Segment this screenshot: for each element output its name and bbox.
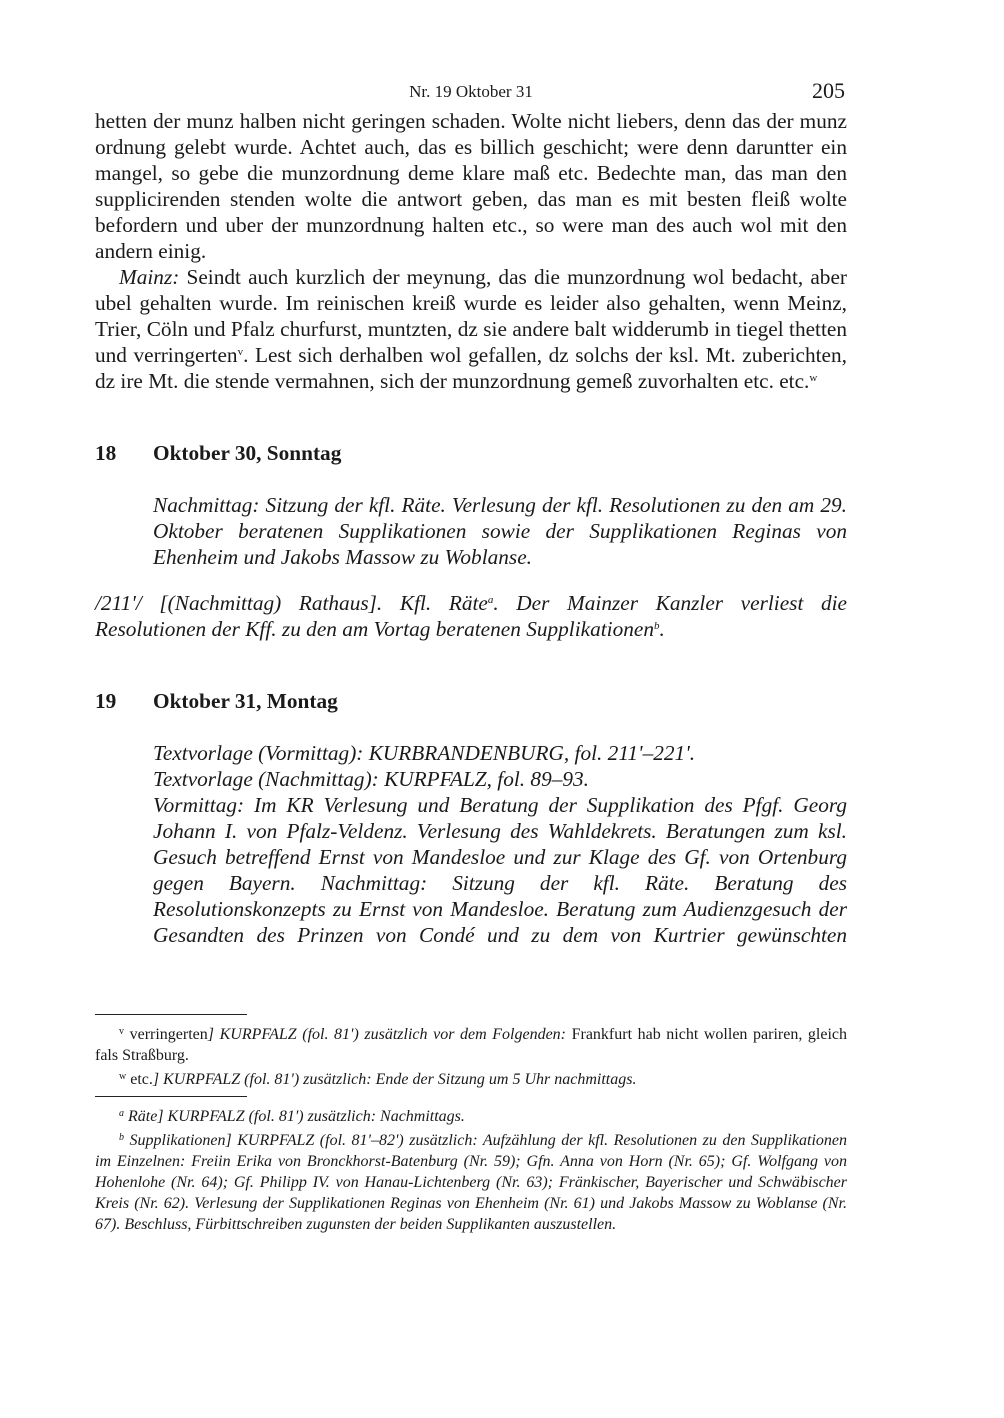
footnote-a: [95, 1103, 847, 1127]
footnote-mark-v: v: [237, 346, 244, 358]
section-18-entry: [95, 590, 847, 642]
footnote-label: a: [119, 1108, 124, 1119]
footnote-text: Räte] KURPFALZ (fol. 81') zusätzlich: Nachmittags.: [128, 1108, 465, 1125]
footnote-v: [95, 1021, 847, 1066]
body-paragraph-1: hetten der munz halben nicht geringen schaden. Wolte nicht liebers, denn das der munz ordnung gelebt wurde. Achtet auch, das es billich geschicht; were denn daruntter ein mangel, so gebe die munzordnung deme klare maß etc. Bedechte man, das man den supplicirenden stenden wolte die antwort geben, das man es mit besten fleiß wolte befordern und uber der munzordnung halten etc., so were man des auch wol mit den andern einig.: [95, 109, 847, 263]
section-heading-18: [95, 440, 847, 466]
source-line-1: Textvorlage (Vormittag): KURBRANDENBURG, fol. 211'–221'.: [153, 741, 696, 765]
entry-text: /211'/ [(Nachmittag) Rathaus]. Kfl. Räte: [95, 591, 488, 615]
footnotes-text-critical: [95, 1014, 847, 1090]
speaker-label: Mainz:: [119, 265, 180, 289]
footnote-note: ] KURPFALZ (fol. 81') zusätzlich vor dem Folgenden:: [207, 1026, 566, 1043]
footnote-rule: [95, 1014, 247, 1015]
footnote-text: Supplikationen] KURPFALZ (fol. 81'–82') zusätzlich: Aufzählung der kfl. Resolutionen zu den Supplikationen im Einzelnen: Freiin Erika von Bronckhorst-Batenburg (Nr. 59); Gfn. Anna von Horn (Nr. 65); Gf. Wolfgang von Hohenlohe (Nr. 64); Gf. Philipp IV. von Hanau-Lichtenberg (Nr. 63); Fränkischer, Bayerischer und Schwäbischer Kreis (Nr. 62). Verlesung der Supplikationen Reginas von Ehenheim (Nr. 61) und Jakobs Massow zu Woblanse (Nr. 67). Beschluss, Fürbittschreiben zugunsten der beiden Supplikanten auszustellen.: [95, 1132, 848, 1233]
section-title: Oktober 31, Montag: [153, 689, 338, 713]
section-summary-18: [153, 492, 847, 570]
footnote-b: [95, 1127, 847, 1235]
paragraph-text: Seindt auch kurzlich der meynung, das die munzordnung wol bedacht, aber ubel gehalten wurde. Im reinischen kreiß wurde es leider also gehalten, wenn Meinz, Trier, Cöln und Pfalz churfurst, muntzten, dz sie andere balt widderumb in tiegel thetten und verringerten: [95, 265, 847, 367]
entry-text-cont: . Der Mainzer Kanzler verliest die Resolutionen der Kff. zu den am Vortag beratenen Supplikationen: [95, 591, 847, 641]
entry-text-end: .: [659, 617, 665, 641]
section-heading-19: [95, 688, 847, 714]
footnote-lemma: verringerten: [129, 1026, 208, 1043]
page: [95, 78, 847, 948]
footnote-mark-b: b: [653, 620, 660, 632]
section-number: 19: [95, 689, 117, 713]
footnote-rule: [95, 1096, 247, 1097]
footnote-label: w: [119, 1071, 127, 1082]
footnote-w: [95, 1066, 847, 1090]
footnote-mark-w: w: [809, 372, 818, 384]
running-head: [95, 78, 847, 108]
page-number: 205: [812, 78, 845, 103]
source-line-2: Textvorlage (Nachmittag): KURPFALZ, fol. 89–93.: [153, 767, 589, 791]
footnote-mark-a: a: [487, 594, 494, 606]
footnotes-apparatus: [95, 1096, 847, 1235]
summary-text: Nachmittag: Sitzung der kfl. Räte. Verlesung der kfl. Resolutionen zu den am 29. Oktober beratenen Supplikationen sowie der Supplikationen Reginas von Ehenheim und Jakobs Massow zu Woblanse.: [153, 493, 847, 569]
footnote-rest: Frankfurt hab nicht wollen pariren, gleich fals Straßburg.: [95, 1026, 847, 1064]
body-paragraph-2: [95, 264, 847, 394]
footnote-lemma: etc.: [130, 1071, 153, 1088]
section-number: 18: [95, 441, 117, 465]
summary-text: Vormittag: Im KR Verlesung und Beratung der Supplikation des Pfgf. Georg Johann I. von Pfalz-Veldenz. Verlesung des Wahldekrets. Beratungen zum ksl. Gesuch betreffend Ernst von Mandesloe und zur Klage des Gf. von Ortenburg gegen Bayern. Nachmittag: Sitzung der kfl. Räte. Beratung des Resolutionskonzepts zu Ernst von Mandesloe. Beratung zum Audienzgesuch der Gesandten des Prinzen von Condé und zu dem von Kurtrier gewünschten: [153, 793, 847, 947]
paragraph-text-cont: . Lest sich derhalben wol gefallen, dz solchs der ksl. Mt. zuberichten, dz ire Mt. die stende vermahnen, sich der munzordnung gemeß zuvorhalten etc. etc.: [95, 343, 847, 393]
footnote-label: v: [119, 1026, 124, 1037]
section-summary-19: [153, 740, 847, 948]
footnote-note: ] KURPFALZ (fol. 81') zusätzlich: Ende der Sitzung um 5 Uhr nachmittags.: [152, 1071, 637, 1088]
section-title: Oktober 30, Sonntag: [153, 441, 342, 465]
footnote-label: b: [119, 1132, 124, 1143]
running-head-title: Nr. 19 Oktober 31: [409, 82, 533, 101]
